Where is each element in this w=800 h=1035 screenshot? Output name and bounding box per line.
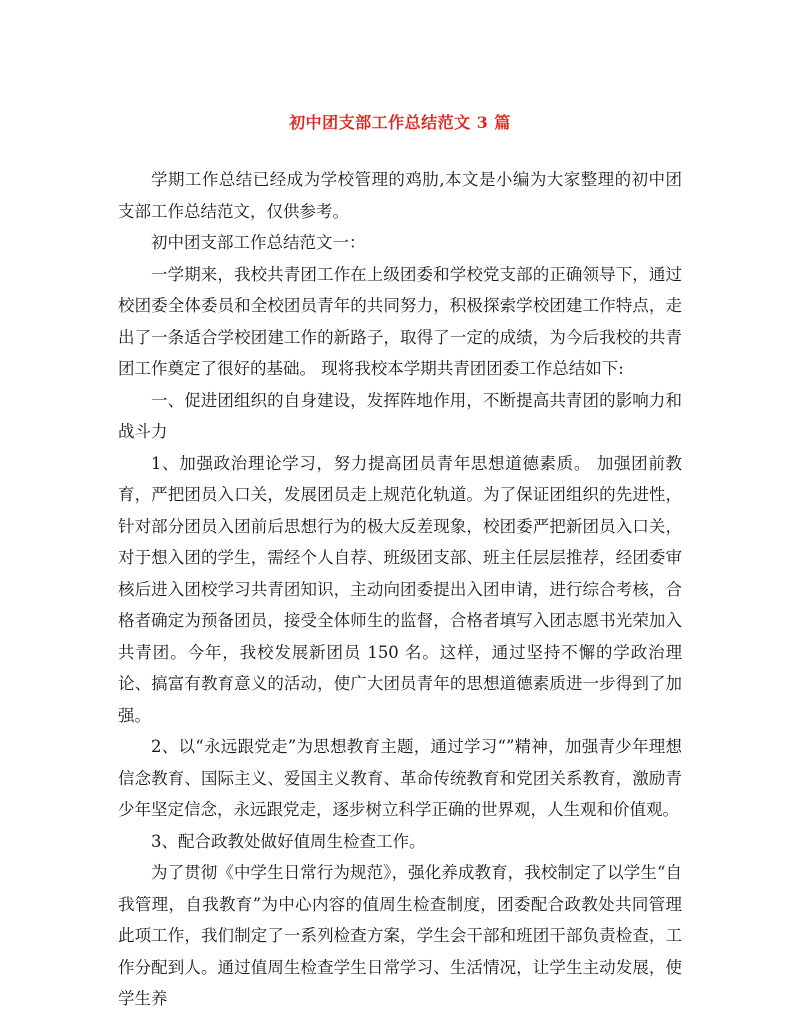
paragraph-item-3: 3、配合政教处做好值周生检查工作。 [151, 831, 426, 851]
paragraph-section-heading: 初中团支部工作总结范文一： [151, 233, 366, 252]
paragraph-overview: 一学期来，我校共青团工作在上级团委和学校党支部的正确领导下，通过校团委全体委员和全校团员青年的共同努力，积极探索学校团建工作特点，走出了一条适合学校团建工作的新路子，取得了一定的成绩，为今后我校的共青团工作奠定了很好的基础。 现将我校本学期共青团团委工作总结如下: [118, 264, 682, 378]
paragraph-intro: 学期工作总结已经成为学校管理的鸡肋,本文是小编为大家整理的初中团支部工作总结范文，仅供参考。 [118, 170, 682, 221]
document-body [118, 164, 682, 1015]
paragraph-item-1: 1、加强政治理论学习，努力提高团员青年思想道德素质。 加强团前教育，严把团员入口关，发展团员走上规范化轨道。为了保证团组织的先进性，针对部分团员入团前后思想行为的极大反差现象，校团委严把新团员入口关，对于想入团的学生，需经个人自荐、班级团支部、班主任层层推荐，经团委审核后进入团校学习共青团知识，主动向团委提出入团申请，进行综合考核，合格者确定为预备团员，接受全体师生的监督，合格者填写入团志愿书光荣加入共青团。今年，我校发展新团员 150 名。这样，通过坚持不懈的学政治理论、搞富有教育意义的活动，使广大团员青年的思想道德素质进一步得到了加强。 [118, 453, 682, 725]
paragraph-part-one-heading: 一、促进团组织的自身建设，发挥阵地作用，不断提高共青团的影响力和战斗力 [118, 390, 682, 441]
paragraph-item-2: 2、以“永远跟党走”为思想教育主题，通过学习“”精神，加强青少年理想信念教育、国际主义、爱国主义教育、革命传统教育和党团关系教育，激励青少年坚定信念，永远跟党走，逐步树立科学正确的世界观，人生观和价值观。 [118, 737, 682, 819]
paragraph-item-3-detail: 为了贯彻《中学生日常行为规范》，强化养成教育，我校制定了以学生“自我管理，自我教育”为中心内容的值周生检查制度，团委配合政教处共同管理此项工作，我们制定了一系列检查方案，学生会干部和班团干部负责检查，工作分配到人。通过值周生检查学生日常学习、生活情况，让学生主动发展，使学生养 [118, 863, 682, 1008]
document-title: 初中团支部工作总结范文 3 篇 [289, 113, 511, 132]
